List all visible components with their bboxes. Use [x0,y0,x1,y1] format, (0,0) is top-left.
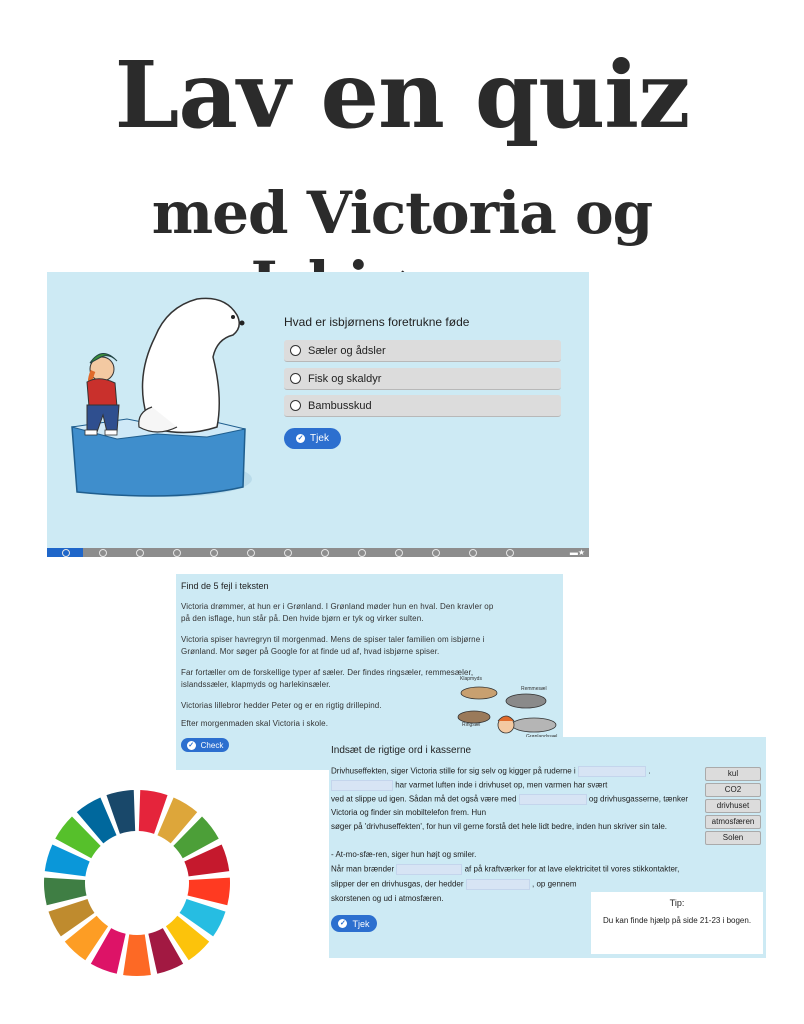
quiz-panel-multiple-choice [47,272,589,557]
text-segment: . [648,766,651,776]
text-line [331,894,444,904]
page-title: Lav en quiz [114,41,690,149]
progress-step-dot[interactable] [469,549,477,557]
progress-bar [47,548,589,557]
progress-end-icon: ▬★ [569,548,585,557]
text-segment: søger på 'drivhuseffekten', for hun vil gerne forstå det hele lidt bedre, inden hun skriver sin tale. [331,822,667,831]
answer-option-label: Bambusskud [308,399,372,412]
sdg-wheel-segment [44,878,87,906]
progress-step-dot[interactable] [247,549,255,557]
radio-icon[interactable] [290,373,301,384]
progress-step-dot[interactable] [321,549,329,557]
text-line [331,808,486,818]
text-segment: og drivhusgasserne, tænker [588,794,689,804]
text-paragraph[interactable]: Victorias lillebror hedder Peter og er en rigtig drillepind. [181,701,382,710]
text-segment: har varmet luften inde i drivhuset op, men varmen har svært [395,780,608,790]
quiz-question: Hvad er isbjørnens foretrukne føde [284,315,470,329]
check-icon: ✓ [297,435,304,442]
answer-option-1[interactable] [284,340,561,362]
seal-label: Ringsæl [462,722,481,728]
drop-blank[interactable] [396,864,462,875]
progress-step-dot[interactable] [173,549,181,557]
fill-in-blanks-panel [329,737,766,958]
tip-title: Tip: [669,898,685,908]
drop-blank[interactable] [519,794,587,805]
draggable-word[interactable]: drivhuset [705,799,761,813]
page-subtitle: med Victoria og [151,179,653,247]
draggable-word[interactable]: Solen [705,831,761,845]
panel-heading: Indsæt de rigtige ord i kasserne [331,745,472,756]
text-segment: ved at slippe ud igen. Sådan må det også være med [331,794,517,804]
text-line [331,794,688,805]
text-segment: skorstenen og ud i atmosfæren. [331,894,444,903]
check-button[interactable] [181,738,229,752]
text-paragraph[interactable]: Far fortæller om de forskellige typer af sæler. Der findes ringsæler, remmesæler, islandssæler, klapmyds og harlekinsæler. [181,668,474,689]
text-segment: slipper der en drivhusgas, der hedder [331,879,464,889]
text-segment: - At-mo-sfæ-ren, siger hun højt og smiler. [331,850,477,859]
progress-step-dot[interactable] [99,549,107,557]
progress-step-dot[interactable] [506,549,514,557]
text-segment: Victoria og finder sin mobiltelefon frem. Hun [331,808,487,817]
radio-icon[interactable] [290,345,301,356]
text-line [331,780,607,791]
drop-blank[interactable] [331,780,393,791]
drop-blank[interactable] [466,879,530,890]
check-button[interactable] [284,428,341,449]
progress-step-dot[interactable] [432,549,440,557]
progress-step-dot[interactable] [210,549,218,557]
text-segment: Drivhuseffekten, siger Victoria stille for sig selv og kigger på ruderne i [331,766,576,776]
victoria-polar-bear-illustration [57,287,277,512]
text-paragraph[interactable]: Victoria drømmer, at hun er i Grønland. I Grønland møder hun en hval. Den kravler op på den isflage, hun står på. Den hvide bjørn er tyk og virker sulten. [181,602,494,623]
text-line [331,879,576,890]
answer-option-3[interactable] [284,395,561,417]
sdg-wheel-segment [123,934,151,976]
text-paragraph[interactable]: Victoria spiser havregryn til morgenmad. Mens de spiser taler familien om isbjørne i Grønland. Mor søger på Google for at finde ud af, hvad isbjørne spiser. [181,635,485,656]
answer-option-label: Sæler og ådsler [308,344,386,357]
seal-label: Klapmyds [460,676,482,682]
text-line [331,766,650,777]
seal-label: Remmesæl [521,686,547,692]
progress-step-dot[interactable] [358,549,366,557]
text-paragraph[interactable]: Efter morgenmaden skal Victoria i skole. [181,719,329,728]
panel-heading: Find de 5 fejl i teksten [181,581,269,591]
check-button-label: Tjek [310,433,329,444]
draggable-word[interactable]: CO2 [705,783,761,797]
check-button-label: Check [200,740,224,750]
check-icon: ✓ [340,920,346,927]
check-icon: ✓ [188,741,195,749]
check-button-label: Tjek [352,918,370,929]
tip-text: Du kan finde hjælp på side 21-23 i bogen. [602,916,752,925]
answer-option-2[interactable] [284,368,561,390]
progress-step-dot[interactable] [62,549,70,557]
answer-option-label: Fisk og skaldyr [308,372,382,385]
text-line [331,864,679,875]
progress-step-dot[interactable] [284,549,292,557]
check-button[interactable] [331,915,377,932]
text-line [331,822,667,832]
draggable-word[interactable]: atmosfæren [705,815,761,829]
text-segment: Når man brænder [331,864,395,874]
text-line [331,850,476,860]
draggable-word[interactable]: kul [705,767,761,781]
sdg-wheel-icon [42,788,232,978]
text-segment: , op gennem [532,879,577,889]
sdg-wheel-segment [187,878,230,906]
drop-blank[interactable] [578,766,646,777]
tip-box [591,892,763,954]
radio-icon[interactable] [290,400,301,411]
text-segment: af på kraftværker for at lave elektricitet til vores stikkontakter, [464,864,680,874]
progress-step-dot[interactable] [136,549,144,557]
progress-step-dot[interactable] [395,549,403,557]
